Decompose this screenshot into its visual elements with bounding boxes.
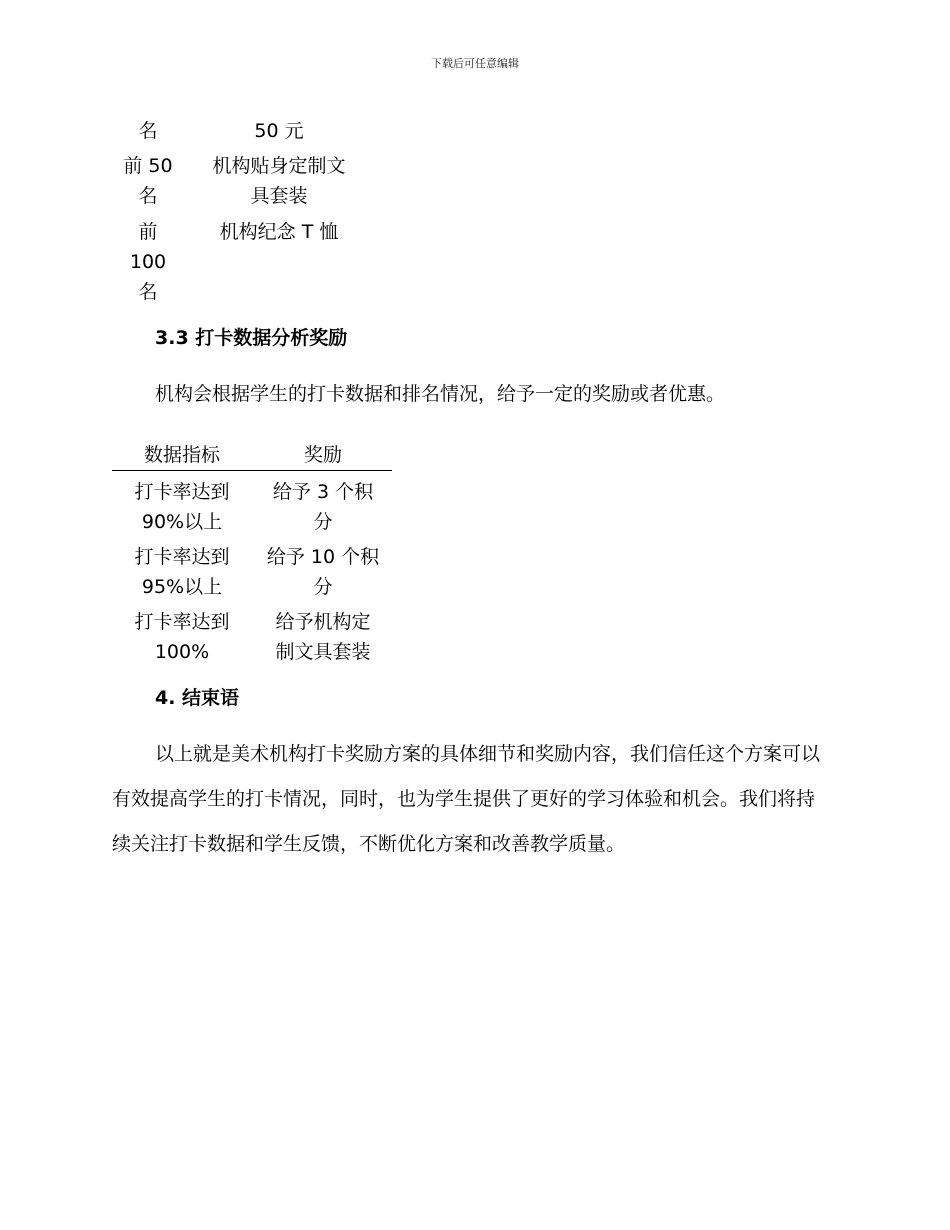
table-header-rule (112, 470, 392, 471)
table-header-cell (115, 440, 249, 470)
cell-line: 分 (313, 511, 333, 533)
cell-line: 给予 3 个积 (272, 481, 374, 503)
cell-line: 给予 10 个积 (266, 546, 380, 568)
header-label: 奖励 (303, 444, 342, 466)
section-heading: 3.3 打卡数据分析奖励 (155, 327, 348, 349)
table-cell (115, 217, 181, 307)
cell-line: 名 (138, 185, 158, 207)
cell-line: 机构贴身定制文 (212, 155, 346, 177)
cell-line: 给予机构定 (275, 611, 371, 633)
cell-line: 前 (138, 221, 158, 243)
cell-line: 50 元 (254, 120, 304, 142)
closing-paragraph: 以上就是美术机构打卡奖励方案的具体细节和奖励内容，我们信任这个方案可以有效提高学生的打卡情况，同时，也为学生提供了更好的学习体验和机会。我们将持续关注打卡数据和学生反馈，不断优化方案和改善教学质量。 (112, 743, 821, 855)
cell-line: 95%以上 (141, 576, 223, 598)
cell-line: 名 (138, 120, 158, 142)
header-label: 数据指标 (143, 444, 220, 466)
cell-line: 打卡率达到 (134, 481, 230, 503)
cell-line: 100 (129, 251, 167, 273)
table-header-cell (260, 440, 386, 470)
table-cell (196, 116, 362, 146)
cell-line: 具套装 (250, 185, 308, 207)
table-cell (115, 607, 249, 667)
cell-line: 90%以上 (141, 511, 223, 533)
cell-line: 机构纪念 T 恤 (219, 221, 339, 243)
cell-line: 名 (138, 281, 158, 303)
table-cell (115, 477, 249, 537)
cell-line: 制文具套装 (275, 641, 371, 663)
cell-line: 前 50 (123, 155, 173, 177)
cell-line: 打卡率达到 (134, 611, 230, 633)
table-cell (260, 542, 386, 602)
table-cell (260, 477, 386, 537)
section-intro: 机构会根据学生的打卡数据和排名情况，给予一定的奖励或者优惠。 (155, 383, 726, 405)
page-header: 下载后可任意编辑 (431, 57, 519, 70)
section-heading: 4. 结束语 (155, 687, 240, 709)
table-cell (260, 607, 386, 667)
cell-line: 分 (313, 576, 333, 598)
table-cell (196, 151, 362, 211)
table-cell (196, 217, 362, 247)
table-cell (115, 151, 181, 211)
cell-line: 打卡率达到 (134, 546, 230, 568)
table-cell (115, 116, 181, 146)
cell-line: 100% (154, 641, 210, 663)
table-cell (115, 542, 249, 602)
